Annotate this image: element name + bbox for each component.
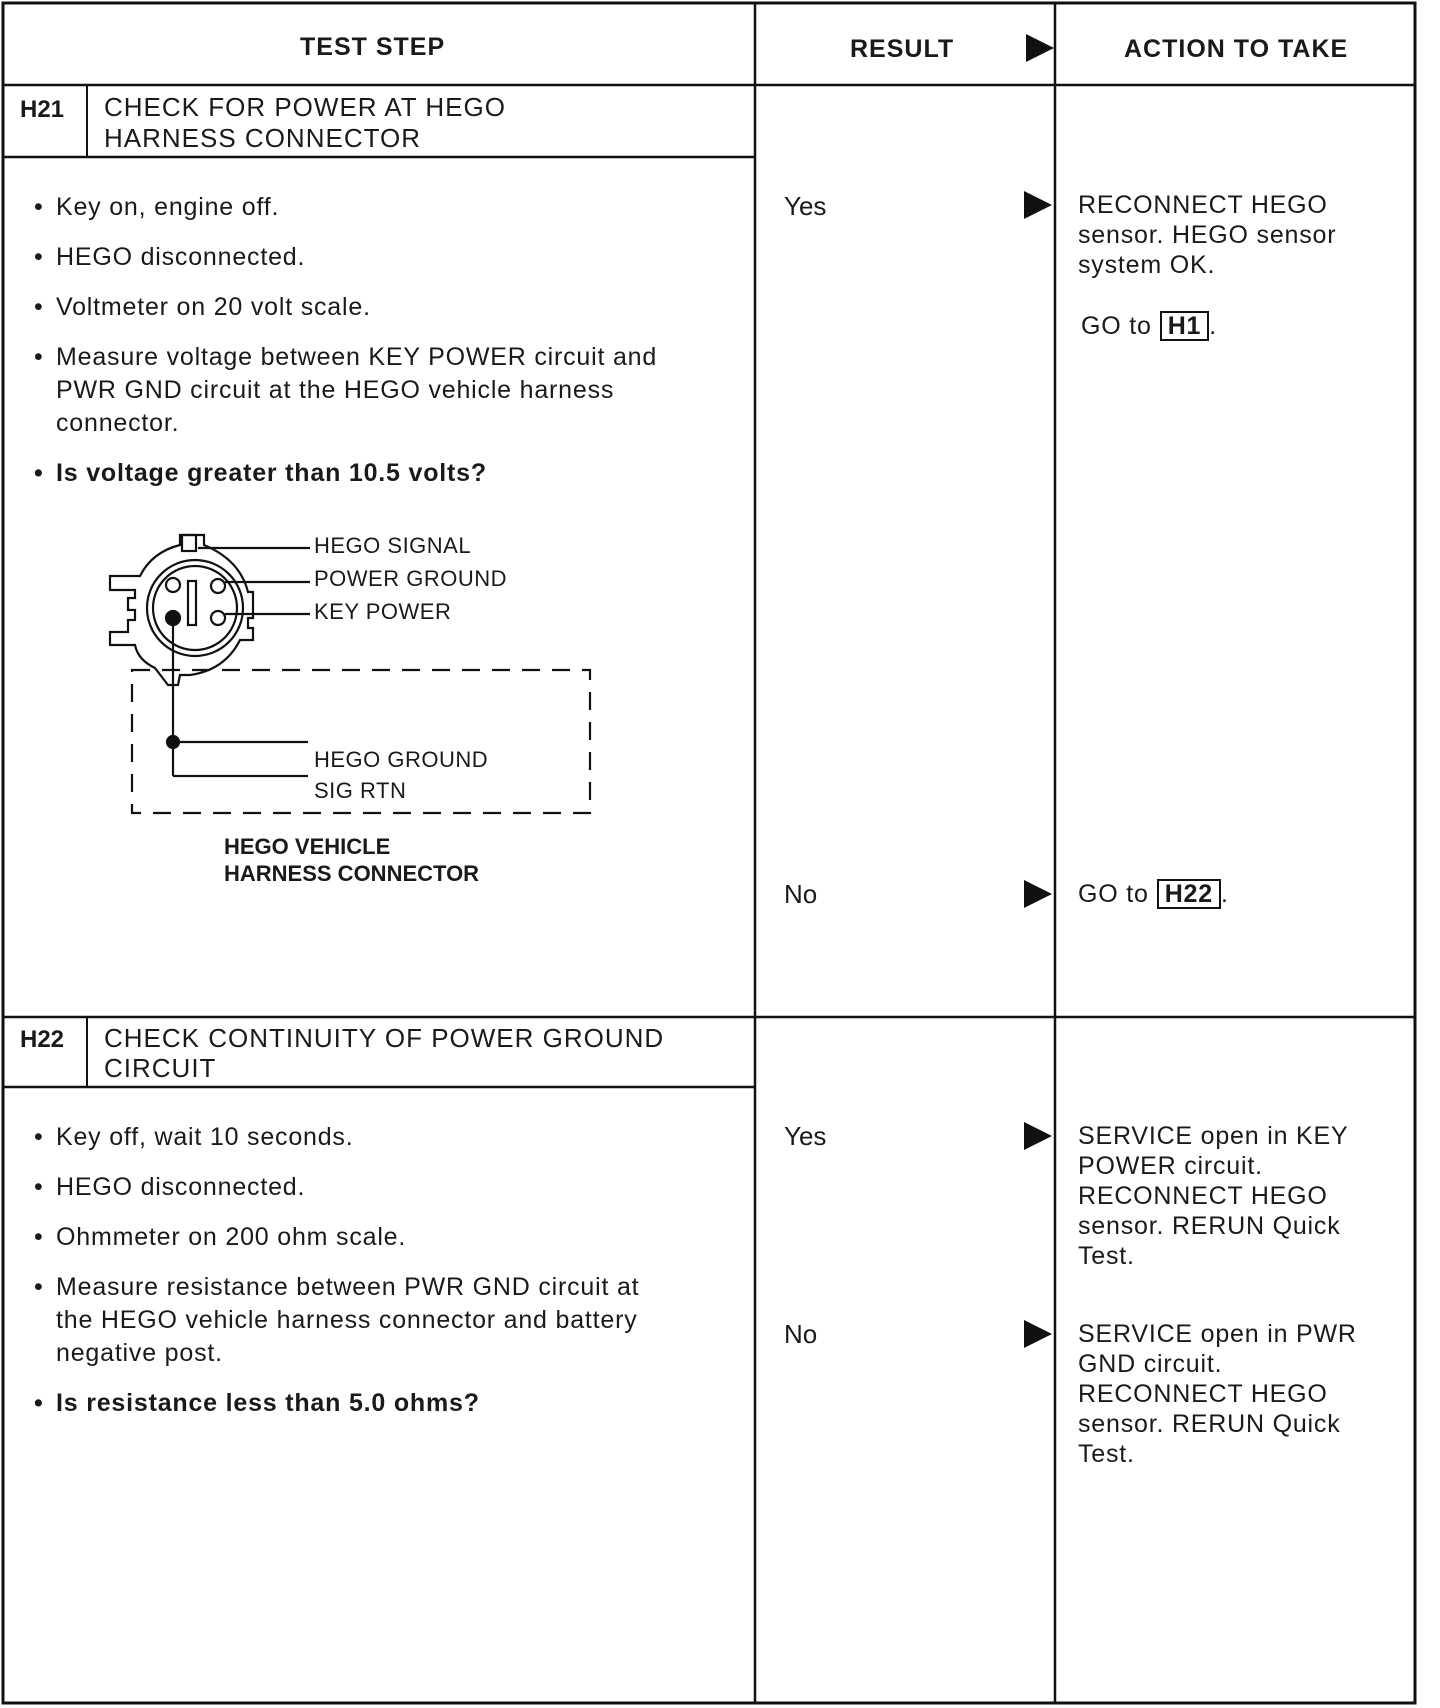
step-title-h22-line1: CHECK CONTINUITY OF POWER GROUND [104, 1023, 665, 1053]
h22-yes-action-line3: RECONNECT HEGO [1078, 1182, 1328, 1210]
h21-yes-goto: GO to H1 . [1081, 312, 1217, 340]
h21-no-goto: GO to H22 . [1078, 880, 1229, 908]
h21-bullet-4: • Measure voltage between KEY POWER circuit and [34, 343, 658, 371]
h22-no-action-line5: Test. [1078, 1440, 1135, 1468]
h21-question: • Is voltage greater than 10.5 volts? [34, 459, 487, 487]
diagram-label-hego-signal: HEGO SIGNAL [314, 533, 472, 558]
h21-bullet-2: • HEGO disconnected. [34, 243, 306, 271]
step-title-h22-line2: CIRCUIT [104, 1053, 217, 1083]
h22-yes-action-line1: SERVICE open in KEY [1078, 1122, 1349, 1150]
h22-bullet-1: • Key off, wait 10 seconds. [34, 1123, 354, 1151]
h21-yes-arrow-icon [1024, 191, 1052, 219]
h22-no-action-line3: RECONNECT HEGO [1078, 1380, 1328, 1408]
h22-no-action-line1: SERVICE open in PWR [1078, 1320, 1357, 1348]
step-title-h21-line2: HARNESS CONNECTOR [104, 123, 422, 153]
step-number-h22: H22 [20, 1026, 65, 1053]
h21-no-arrow-icon [1024, 880, 1052, 908]
h21-result-no: No [784, 879, 818, 909]
ref-h1[interactable]: H1 [1160, 311, 1210, 341]
step-title-h21-line1: CHECK FOR POWER AT HEGO [104, 92, 506, 122]
h22-question: • Is resistance less than 5.0 ohms? [34, 1389, 480, 1417]
h21-yes-action-line3: system OK. [1078, 251, 1216, 279]
h22-yes-action-line2: POWER circuit. [1078, 1152, 1263, 1180]
h21-bullet-3: • Voltmeter on 20 volt scale. [34, 293, 371, 321]
header-result: RESULT [850, 35, 955, 63]
header-action-to-take: ACTION TO TAKE [1124, 35, 1349, 63]
h22-no-action-line2: GND circuit. [1078, 1350, 1223, 1378]
h22-result-yes: Yes [784, 1121, 827, 1151]
h22-no-arrow-icon [1024, 1320, 1052, 1348]
diagram-label-hego-ground: HEGO GROUND [314, 747, 489, 772]
h22-bullet-2: • HEGO disconnected. [34, 1173, 306, 1201]
h22-bullet-4-line3: negative post. [56, 1339, 223, 1367]
h22-yes-arrow-icon [1024, 1122, 1052, 1150]
h22-yes-action-line4: sensor. RERUN Quick [1078, 1212, 1341, 1240]
h21-yes-action-line1: RECONNECT HEGO [1078, 191, 1328, 219]
header-arrow-icon [1026, 34, 1054, 62]
diagram-label-key-power: KEY POWER [314, 599, 452, 624]
h21-bullet-4-line2: PWR GND circuit at the HEGO vehicle harness [56, 376, 615, 404]
h21-bullet-4-line3: connector. [56, 409, 180, 437]
h22-bullet-4-line2: the HEGO vehicle harness connector and battery [56, 1306, 638, 1334]
diagram-label-sig-rtn: SIG RTN [314, 778, 407, 803]
ref-h22[interactable]: H22 [1157, 879, 1221, 909]
header-test-step: TEST STEP [300, 33, 446, 61]
h22-bullet-3: • Ohmmeter on 200 ohm scale. [34, 1223, 407, 1251]
diagram-caption-line2: HARNESS CONNECTOR [224, 861, 480, 886]
step-number-h21: H21 [20, 96, 65, 123]
h21-yes-action-line2: sensor. HEGO sensor [1078, 221, 1337, 249]
h21-result-yes: Yes [784, 191, 827, 221]
diagram-caption-line1: HEGO VEHICLE [224, 834, 391, 859]
diagram-label-power-ground: POWER GROUND [314, 566, 507, 591]
h21-bullet-1: • Key on, engine off. [34, 193, 280, 221]
h22-no-action-line4: sensor. RERUN Quick [1078, 1410, 1341, 1438]
h22-bullet-4: • Measure resistance between PWR GND circuit at [34, 1273, 640, 1301]
h22-yes-action-line5: Test. [1078, 1242, 1135, 1270]
h22-result-no: No [784, 1319, 818, 1349]
